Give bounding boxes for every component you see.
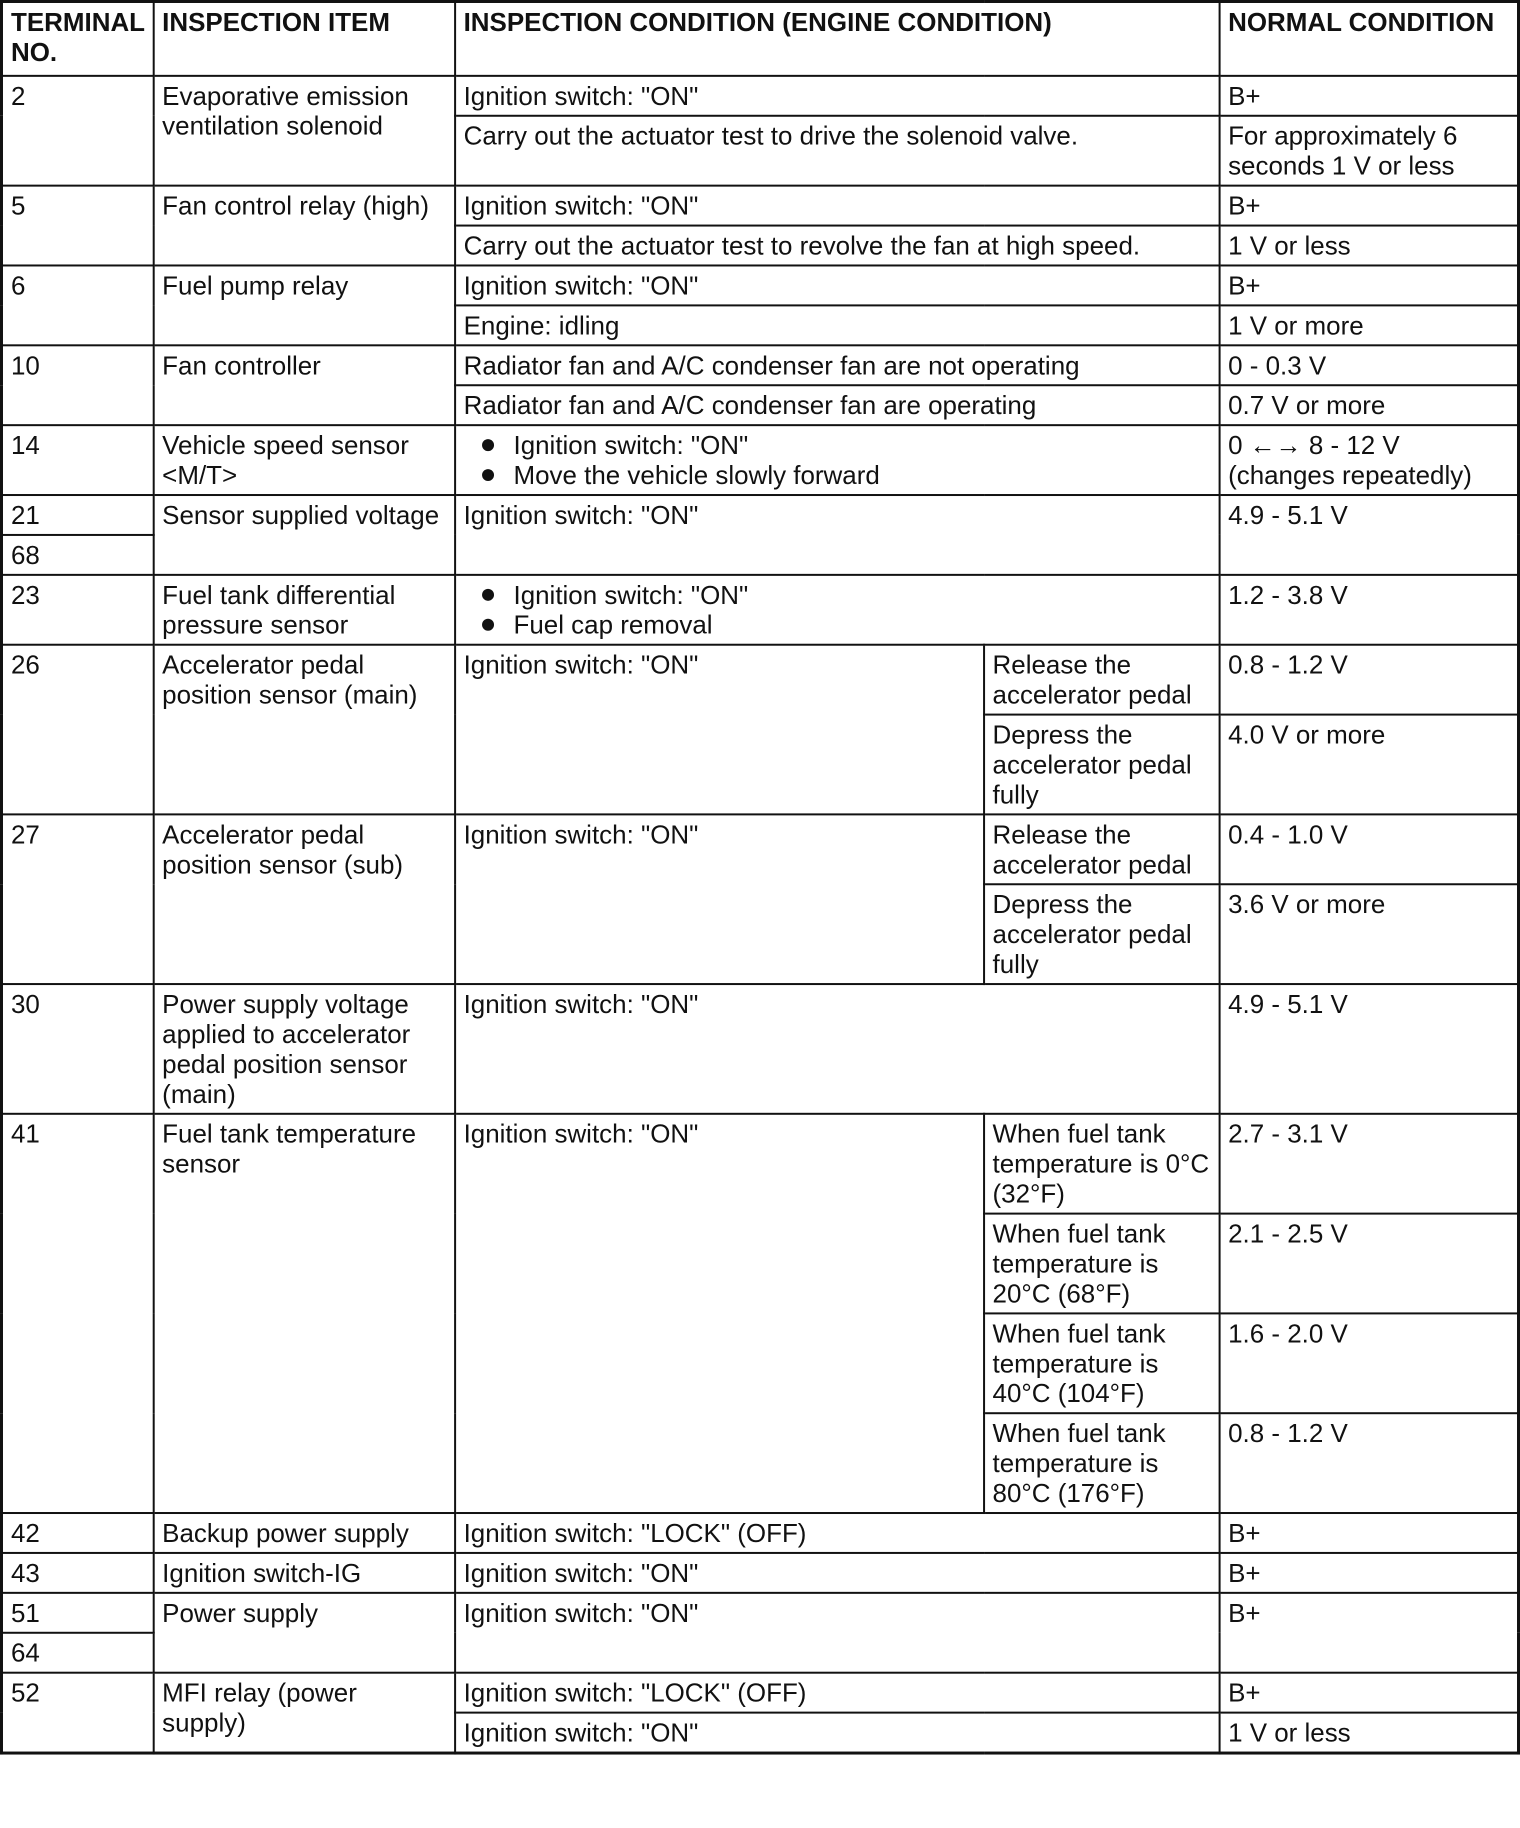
table-row [1, 186, 1518, 226]
terminal-number: 23 [1, 575, 153, 645]
normal-condition: 1 V or less [1219, 226, 1518, 266]
normal-condition: B+ [1219, 1593, 1518, 1673]
normal-condition: B+ [1219, 1513, 1518, 1553]
normal-condition: 3.6 V or more [1219, 884, 1518, 984]
inspection-item: Fuel tank differential pressure sensor [153, 575, 454, 645]
normal-condition: 4.9 - 5.1 V [1219, 495, 1518, 575]
terminal-number: 30 [1, 984, 153, 1114]
inspection-condition: Ignition switch: "ON" [455, 1593, 1219, 1673]
normal-condition: 0 ←→ 8 - 12 V (changes repeatedly) [1219, 425, 1518, 495]
table-row [1, 265, 1518, 305]
normal-condition: 1 V or less [1219, 1713, 1518, 1753]
header-inspection-item: INSPECTION ITEM [153, 1, 454, 75]
terminal-number: 2 [1, 76, 153, 186]
inspection-item: Fan control relay (high) [153, 186, 454, 266]
table-row [1, 1513, 1518, 1553]
inspection-item: Power supply [153, 1593, 454, 1673]
table-row [1, 984, 1518, 1114]
terminal-number: 5 [1, 186, 153, 266]
sub-condition: When fuel tank temperature is 20°C (68°F) [984, 1214, 1220, 1314]
terminal-number: 26 [1, 645, 153, 815]
terminal-number: 6 [1, 265, 153, 345]
normal-condition: 0.8 - 1.2 V [1219, 1413, 1518, 1513]
normal-condition: 0 - 0.3 V [1219, 345, 1518, 385]
inspection-condition: Ignition switch: "ON" [455, 984, 1219, 1114]
inspection-condition: Ignition switch: "ON" [455, 645, 984, 815]
normal-condition: B+ [1219, 1553, 1518, 1593]
bullet-item: Move the vehicle slowly forward [464, 460, 1213, 490]
inspection-condition: Ignition switch: "ON" [455, 814, 984, 984]
inspection-item: Sensor supplied voltage [153, 495, 454, 575]
inspection-item: Accelerator pedal position sensor (main) [153, 645, 454, 815]
normal-condition: 4.0 V or more [1219, 715, 1518, 815]
table-row [1, 495, 1518, 535]
sub-condition: Release the accelerator pedal [984, 814, 1220, 884]
table-row [1, 575, 1518, 645]
sub-condition: Depress the accelerator pedal fully [984, 884, 1220, 984]
normal-condition: 1.2 - 3.8 V [1219, 575, 1518, 645]
bullet-list [464, 430, 1213, 490]
inspection-condition: Ignition switch: "ON" [455, 1114, 984, 1513]
table-row [1, 814, 1518, 884]
inspection-condition: Radiator fan and A/C condenser fan are not operating [455, 345, 1219, 385]
inspection-item: Ignition switch-IG [153, 1553, 454, 1593]
header-row [1, 1, 1518, 75]
normal-condition: 2.1 - 2.5 V [1219, 1214, 1518, 1314]
inspection-condition [455, 575, 1219, 645]
inspection-item: Evaporative emission ventilation solenoid [153, 76, 454, 186]
inspection-item: Power supply voltage applied to accelerator pedal position sensor (main) [153, 984, 454, 1114]
sub-condition: Release the accelerator pedal [984, 645, 1220, 715]
inspection-item: MFI relay (power supply) [153, 1673, 454, 1753]
terminal-number: 43 [1, 1553, 153, 1593]
normal-condition: 4.9 - 5.1 V [1219, 984, 1518, 1114]
terminal-number: 14 [1, 425, 153, 495]
inspection-condition: Ignition switch: "LOCK" (OFF) [455, 1673, 1219, 1713]
normal-condition: 0.8 - 1.2 V [1219, 645, 1518, 715]
inspection-condition: Carry out the actuator test to revolve the fan at high speed. [455, 226, 1219, 266]
normal-condition: 1 V or more [1219, 305, 1518, 345]
sub-condition: When fuel tank temperature is 0°C (32°F) [984, 1114, 1220, 1214]
inspection-condition: Ignition switch: "ON" [455, 1553, 1219, 1593]
inspection-condition [455, 425, 1219, 495]
header-normal-condition: NORMAL CONDITION [1219, 1, 1518, 75]
inspection-item: Vehicle speed sensor <M/T> [153, 425, 454, 495]
table-row [1, 1673, 1518, 1713]
terminal-number: 10 [1, 345, 153, 425]
terminal-number: 21 [1, 495, 153, 535]
inspection-item: Backup power supply [153, 1513, 454, 1553]
inspection-item: Fan controller [153, 345, 454, 425]
table-row [1, 1114, 1518, 1214]
normal-condition: For approximately 6 seconds 1 V or less [1219, 116, 1518, 186]
header-inspection-condition: INSPECTION CONDITION (ENGINE CONDITION) [455, 1, 1219, 75]
terminal-number: 51 [1, 1593, 153, 1633]
terminal-number: 68 [1, 535, 153, 575]
inspection-condition: Ignition switch: "ON" [455, 186, 1219, 226]
inspection-item: Fuel pump relay [153, 265, 454, 345]
normal-condition: B+ [1219, 186, 1518, 226]
inspection-item: Accelerator pedal position sensor (sub) [153, 814, 454, 984]
terminal-number: 42 [1, 1513, 153, 1553]
inspection-condition: Ignition switch: "ON" [455, 495, 1219, 575]
normal-condition: B+ [1219, 1673, 1518, 1713]
table-row [1, 76, 1518, 116]
bullet-item: Ignition switch: "ON" [464, 430, 1213, 460]
inspection-condition: Ignition switch: "LOCK" (OFF) [455, 1513, 1219, 1553]
table-row [1, 645, 1518, 715]
inspection-condition: Radiator fan and A/C condenser fan are operating [455, 385, 1219, 425]
terminal-number: 41 [1, 1114, 153, 1513]
inspection-item: Fuel tank temperature sensor [153, 1114, 454, 1513]
bullet-item: Fuel cap removal [464, 610, 1213, 640]
terminal-number: 64 [1, 1633, 153, 1673]
terminal-number: 27 [1, 814, 153, 984]
bullet-list [464, 580, 1213, 640]
sub-condition: When fuel tank temperature is 40°C (104°F) [984, 1313, 1220, 1413]
normal-condition: B+ [1219, 76, 1518, 116]
bullet-item: Ignition switch: "ON" [464, 580, 1213, 610]
inspection-condition: Engine: idling [455, 305, 1219, 345]
normal-condition: 1.6 - 2.0 V [1219, 1313, 1518, 1413]
table-row [1, 345, 1518, 385]
inspection-condition: Ignition switch: "ON" [455, 265, 1219, 305]
table-row [1, 1553, 1518, 1593]
table-body [1, 76, 1518, 1753]
header-terminal-no: TERMINAL NO. [1, 1, 153, 75]
table-row [1, 425, 1518, 495]
sub-condition: Depress the accelerator pedal fully [984, 715, 1220, 815]
table-row [1, 1593, 1518, 1633]
normal-condition: B+ [1219, 265, 1518, 305]
normal-condition: 0.4 - 1.0 V [1219, 814, 1518, 884]
inspection-condition: Carry out the actuator test to drive the solenoid valve. [455, 116, 1219, 186]
terminal-number: 52 [1, 1673, 153, 1753]
normal-condition: 2.7 - 3.1 V [1219, 1114, 1518, 1214]
inspection-condition: Ignition switch: "ON" [455, 1713, 1219, 1753]
inspection-condition: Ignition switch: "ON" [455, 76, 1219, 116]
normal-condition: 0.7 V or more [1219, 385, 1518, 425]
sub-condition: When fuel tank temperature is 80°C (176°F) [984, 1413, 1220, 1513]
